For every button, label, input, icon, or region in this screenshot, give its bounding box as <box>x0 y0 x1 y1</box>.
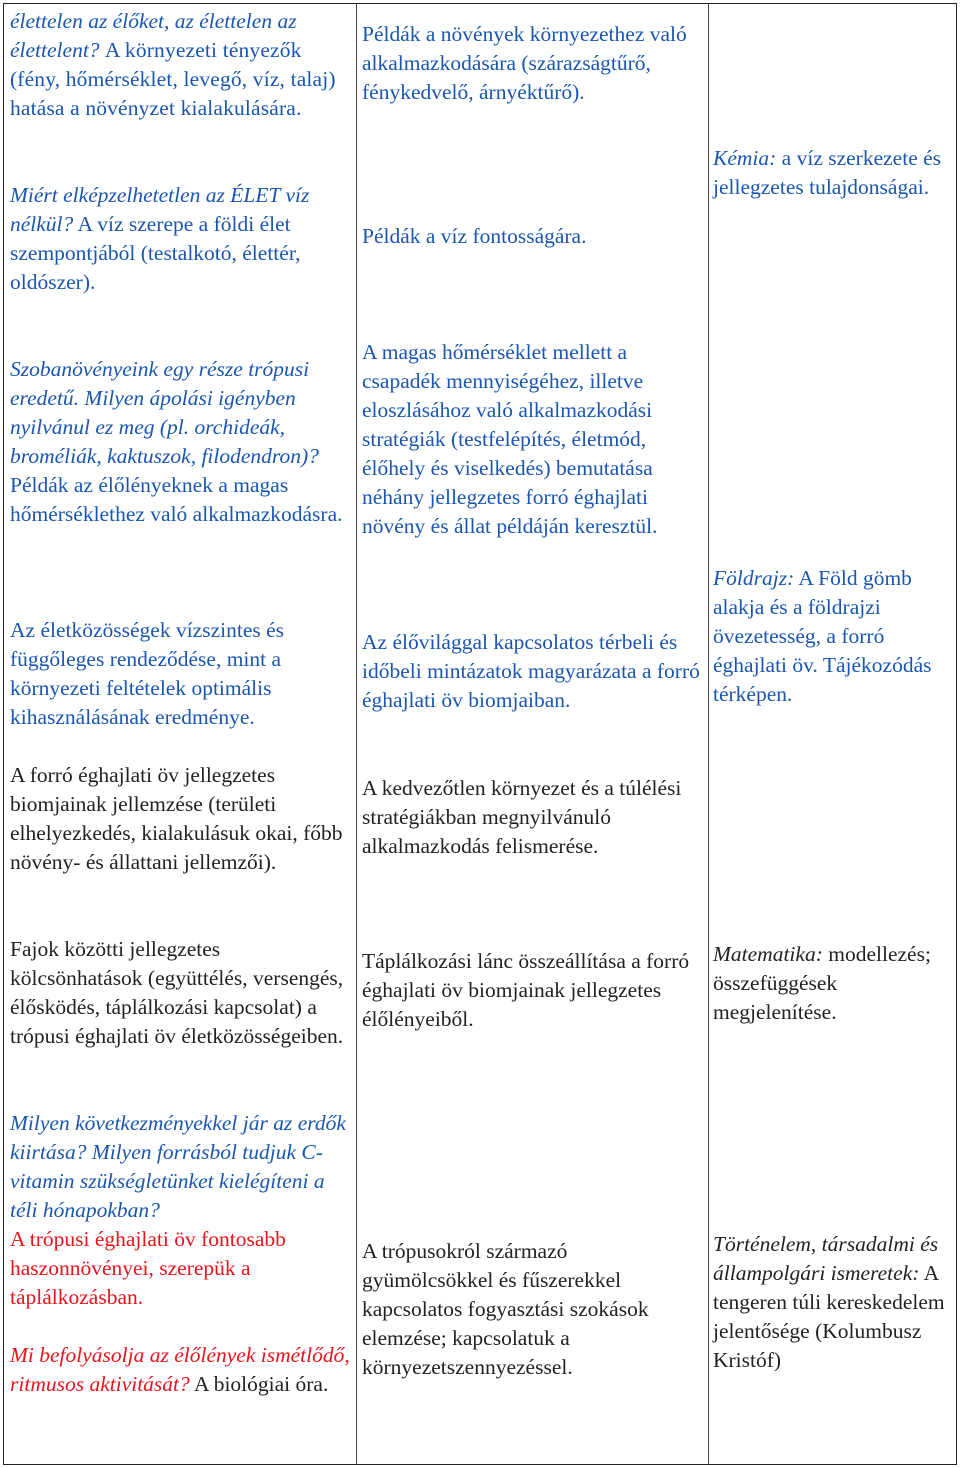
col2-block-1: Példák a növények környezethez való alkalmazkodására (szárazságtűrő, fénykedvelő, árnyéktűrő). <box>362 22 687 104</box>
subject-label: Matematika: <box>713 942 823 966</box>
col1-block-2 <box>10 181 352 297</box>
column-divider <box>356 4 357 1464</box>
topic-text: A víz szerepe a földi élet szempontjából (testalkotó, élettér, oldószer). <box>10 212 301 294</box>
col1-block-1 <box>10 7 352 123</box>
col2-block-6: Táplálkozási lánc összeállítása a forró éghajlati öv biomjainak jellegzetes élőlényeiből. <box>362 949 690 1031</box>
topic-text: A környezeti tényezők (fény, hőmérséklet, levegő, víz, talaj) hatása a növényzet kialakulására. <box>10 38 336 120</box>
col1-block-7 <box>10 1109 352 1399</box>
col2-block-5: A kedvezőtlen környezet és a túlélési stratégiákban megnyilvánuló alkalmazkodás felismerése. <box>362 776 682 858</box>
col3-block-1 <box>713 144 953 202</box>
col2-block-7: A trópusokról származó gyümölcsökkel és fűszerekkel kapcsolatos fogyasztási szokások elemzése; kapcsolatuk a környezetszennyezéssel. <box>362 1239 649 1379</box>
subject-label: Földrajz: <box>713 566 795 590</box>
col2-block-4: Az élővilággal kapcsolatos térbeli és időbeli mintázatok magyarázata a forró éghajlati öv biomjaiban. <box>362 630 700 712</box>
question-text: élettelen az élőket, az élettelen az élettelent? <box>10 9 297 62</box>
question-text: Szobanövényeink egy része trópusi eredetű. Milyen ápolási igényben nyilvánul ez meg (pl. orchideák, broméliák, kaktuszok, filodendron)? <box>10 357 319 468</box>
column-divider <box>708 4 709 1464</box>
col1-block-3 <box>10 355 352 529</box>
subject-label: Kémia: <box>713 146 777 170</box>
topic-text: Példák az élőlényeknek a magas hőmérséklethez való alkalmazkodásra. <box>10 473 343 526</box>
col2-block-2: Példák a víz fontosságára. <box>362 224 587 248</box>
col3-block-2 <box>713 564 953 709</box>
connection-text: A tengeren túli kereskedelem jelentősége (Kolumbusz Kristóf) <box>713 1261 945 1372</box>
col1-block-6: Fajok közötti jellegzetes kölcsönhatások (együttélés, versengés, élősködés, táplálkozási kapcsolat) a trópusi éghajlati öv életközösségeiben. <box>10 937 344 1048</box>
col3-block-4 <box>713 1230 953 1375</box>
red-topic-text: A trópusi éghajlati öv fontosabb haszonnövényei, szerepük a táplálkozásban. <box>10 1227 286 1309</box>
curriculum-table <box>3 3 957 1465</box>
red-question-text: Mi befolyásolja az élőlények ismétlődő, ritmusos aktivitását? <box>10 1343 350 1396</box>
col2-block-3: A magas hőmérséklet mellett a csapadék mennyiségéhez, illetve eloszlásához való alkalmazkodási stratégiák (testfelépítés, életmód, élőhely és viselkedés) bemutatása néhány jellegzetes forró éghajlati növény és állat példáján keresztül. <box>362 340 658 538</box>
connection-text: modellezés; összefüggések megjelenítése. <box>713 942 931 1024</box>
connection-text: A Föld gömb alakja és a földrajzi övezetesség, a forró éghajlati öv. Tájékozódás térképen. <box>713 566 932 706</box>
col3-block-3 <box>713 940 953 1027</box>
subject-label: Történelem, társadalmi és állampolgári ismeretek: <box>713 1232 939 1285</box>
question-text: Milyen következményekkel jár az erdők kiirtása? Milyen forrásból tudjuk C-vitamin szükségletünket kielégíteni a téli hónapokban? <box>10 1111 346 1222</box>
col1-block-5: A forró éghajlati öv jellegzetes biomjainak jellemzése (területi elhelyezkedés, kialakulásuk okai, főbb növény- és állattani jellemzői). <box>10 763 343 874</box>
topic-text: A biológiai óra. <box>193 1372 329 1396</box>
col1-block-4: Az életközösségek vízszintes és függőleges rendeződése, mint a környezeti feltételek optimális kihasználásának eredménye. <box>10 618 285 729</box>
question-text: Miért elképzelhetetlen az ÉLET víz nélkül? <box>10 183 310 236</box>
connection-text: a víz szerkezete és jellegzetes tulajdonságai. <box>713 146 942 199</box>
